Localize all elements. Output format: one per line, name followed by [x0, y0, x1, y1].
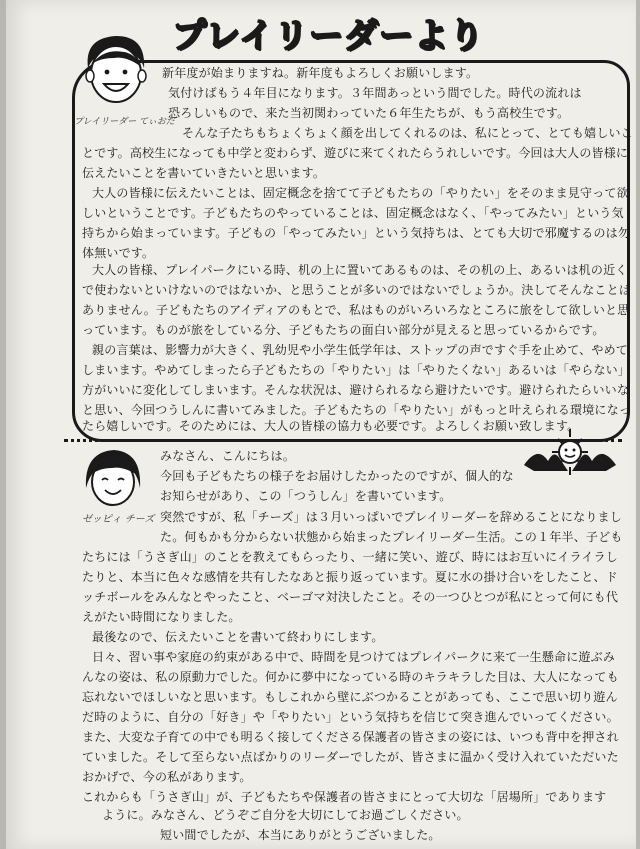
message-line: 大人の皆様、プレイパークにいる時、机の上に置いてあるものは、その机の上、あるいは机の近く [92, 263, 628, 277]
message-line: みなさん、こんにちは。 [160, 449, 295, 463]
message-line: たら嬉しいです。そのためには、大人の皆様の協力も必要です。よろしくお願い致します。 [82, 419, 580, 433]
message-line: 忘れないでほしいなと思います。もしこれから壁にぶつかることがあっても、ここで思い切り遊ん [82, 690, 618, 704]
message-line: また、大変な子育ての中でも明るく接してくださる保護者の皆さまの姿には、いつも背中を押され [82, 730, 619, 744]
message-line: たちには「うさぎ山」のことを教えてもらったり、一緒に笑い、遊び、時にはお互いにイライラし [82, 550, 618, 564]
message-line: 今回も子どもたちの様子をお届けしたかったのですが、個人的な [160, 469, 514, 483]
message-line: で使わないといけないのではないか、と思うことが多いのではないでしょうか。決してそんなことは [82, 283, 632, 297]
message-line: 伝えたいことを書いていきたいと思います。 [82, 166, 326, 180]
message-line: っています。ものが旅をしている分、子どもたちの面白い部分が見えると思っているからです。 [82, 323, 605, 337]
sunflower-bat-icon [520, 425, 620, 483]
message-line: 恐ろしいもので、来た当初関わっていた６年生たちが、もう高校生です。 [168, 106, 570, 120]
message-line: 方がいいに変化してしまいます。そんな状況は、避けられるなら避けたいです。避けられたらいいな [82, 383, 630, 397]
message-line: 気付けばもう４年目になります。３年間あっという間でした。時代の流れは [168, 86, 582, 100]
message-line: 最後なので、伝えたいことを書いて終わりにします。 [92, 630, 384, 644]
message-line: 持ちから始まっています。子どもの「やってみたい」という気持ちは、とても大切で邪魔するのは勿 [82, 226, 631, 240]
message-line: 突然ですが、私「チーズ」は３月いっぱいでプレイリーダーを辞めることになりまし [160, 510, 622, 524]
message-line: 新年度が始まりますね。新年度もよろしくお願いします。 [162, 66, 479, 80]
message-line: 短い間でしたが、本当にありがとうございました。 [160, 828, 441, 842]
message-line: んなの姿は、私の原動力でした。何かに夢中になっている時のキラキラした目は、大人になっても [82, 670, 619, 684]
message-line: だ時のように、自分の「好き」や「やりたい」という気持ちを信じて突き進んでいってください。 [82, 710, 619, 724]
message-line: これからも「うさぎ山」が、子どもたちや保護者の皆さまにとって大切な「居場所」であります [82, 790, 607, 804]
page-title: プレイリーダーより [172, 16, 484, 56]
message-line: おかげで、今の私があります。 [82, 770, 252, 784]
message-line: ていました。そして至らない点ばかりのリーダーでしたが、皆さまに温かく受け入れていただいた [82, 750, 619, 764]
message-line: そんな子たちもちょくちょく顔を出してくれるのは、私にとって、とても嬉しいこ [182, 126, 633, 140]
message-line: たりと、本当に色々な感情を共有したなあと振り返っています。夏に水の掛け合いをしたこと、ド [82, 570, 618, 584]
message-line: えがたい時間になりました。 [82, 610, 241, 624]
message-line: しまいます。やめてしまったら子どもたちの「やりたい」は「やりたくない」あるいは「やらない」 [82, 363, 631, 377]
message-line: た。何もかも分からない状態から始まったプレイリーダー生活。この１年半、子ども [160, 530, 623, 544]
message-line: お知らせがあり、この「つうしん」を書いています。 [160, 489, 452, 503]
cheese-portrait-drawing [78, 444, 148, 512]
message-line: 親の言葉は、影響力が大きく、乳幼児や小学生低学年は、ストップの声ですぐ手を止めて、やめて [92, 343, 628, 357]
message-line: 体無いです。 [82, 246, 155, 260]
message-line: しいということです。子どもたちのやっていることは、固定概念はなく、「やってみたい」という気 [82, 206, 624, 220]
cheese-caption: ゼッピィ チーズ [82, 514, 155, 525]
message-line: ありません。子どもたちのアイディアのもとで、私はものがいろいろなところに旅をして欲しいと思 [82, 303, 630, 317]
message-line: 大人の皆様に伝えたいことは、固定概念を捨てて子どもたちの「やりたい」をそのまま見守って欲 [92, 186, 629, 200]
leader-portrait-drawing [74, 28, 158, 118]
portrait-caption: プレイリーダー てぃおだ [74, 117, 175, 127]
message-line: と思い、今回つうしんに書いてみました。子どもたちの「やりたい」がもっと叶えられる環境になっ [82, 403, 632, 417]
message-line: ッチボールをみんなとやったこと、ベーゴマ対決したこと。その一つひとつが私にとって何にも代 [82, 590, 619, 604]
message-line: ように。みなさん、どうぞご自分を大切にしてお過ごしください。 [102, 808, 469, 822]
message-line: 日々、習い事や家庭の約束がある中で、時間を見つけてはプレイパークに来て一生懸命に遊ぶみ [92, 650, 616, 664]
message-line: とです。高校生になっても中学と変わらず、遊びに来てくれたらうれしいです。今回は大人の皆様に [82, 146, 629, 160]
